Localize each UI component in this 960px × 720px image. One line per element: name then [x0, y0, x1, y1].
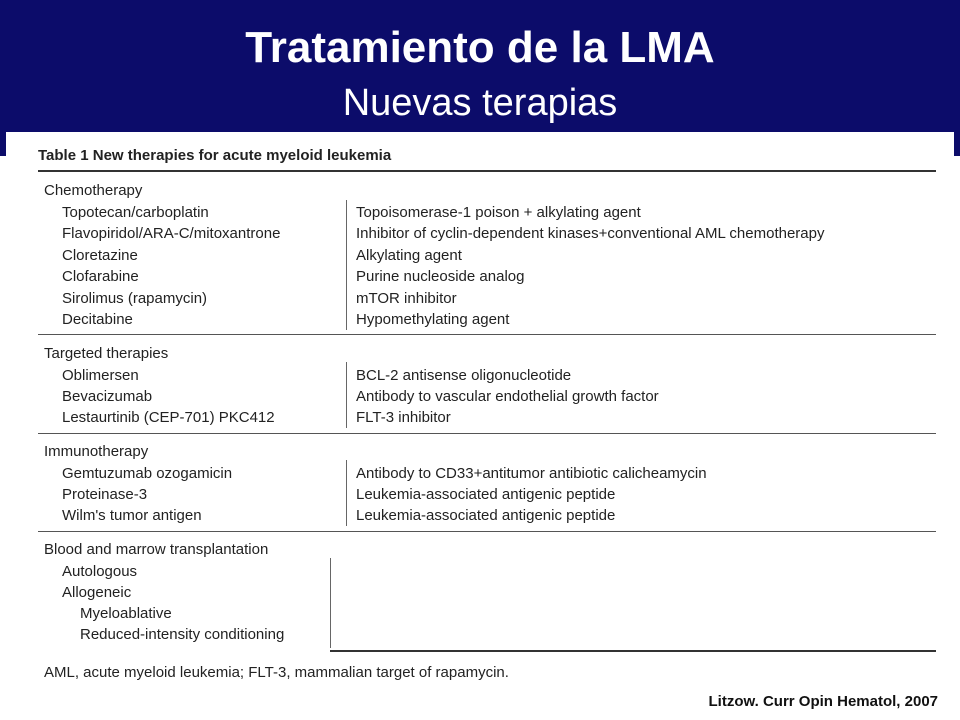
slide-subtitle: Nuevas terapias [342, 82, 618, 124]
group-heading [0, 343, 960, 364]
mechanism-cell: Hypomethylating agent [356, 311, 510, 328]
mechanism-cell: Leukemia-associated antigenic peptide [356, 507, 616, 524]
table-row [0, 505, 960, 526]
group-heading-immunotherapy: Immunotherapy [44, 443, 149, 460]
table-row [0, 365, 960, 386]
table-row [0, 603, 960, 624]
table-row [0, 245, 960, 266]
mechanism-cell: Leukemia-associated antigenic peptide [356, 486, 616, 503]
table-row [0, 624, 960, 645]
citation: Litzow. Curr Opin Hematol, 2007 [708, 693, 938, 710]
group-heading-transplantation: Blood and marrow transplantation [44, 541, 269, 558]
agent-cell: Oblimersen [62, 367, 139, 384]
agent-cell: Topotecan/carboplatin [62, 204, 209, 221]
mechanism-cell: Inhibitor of cyclin-dependent kinases+conventional AML chemotherapy [356, 225, 825, 242]
table-row [0, 266, 960, 287]
table-row [0, 386, 960, 407]
slide-title: Tratamiento de la LMA [245, 23, 715, 72]
group-heading-chemotherapy: Chemotherapy [44, 182, 143, 199]
agent-cell: Clofarabine [62, 268, 139, 285]
mechanism-cell: Alkylating agent [356, 247, 462, 264]
column-separator [346, 460, 347, 526]
table-row [0, 223, 960, 244]
bottom-rule [330, 650, 936, 652]
group-divider [38, 433, 936, 434]
group-heading [0, 441, 960, 462]
top-rule [38, 170, 936, 172]
agent-cell: Cloretazine [62, 247, 138, 264]
mechanism-cell: FLT-3 inhibitor [356, 409, 451, 426]
agent-cell: Decitabine [62, 311, 133, 328]
table-row [0, 484, 960, 505]
agent-cell: Sirolimus (rapamycin) [62, 290, 208, 307]
table-row [0, 561, 960, 582]
mechanism-cell: mTOR inhibitor [356, 290, 457, 307]
column-separator [346, 200, 347, 330]
mechanism-cell: Topoisomerase-1 poison + alkylating agent [356, 204, 641, 221]
agent-cell: Autologous [62, 563, 138, 580]
group-divider [38, 531, 936, 532]
table-row [0, 202, 960, 223]
table-footnote: AML, acute myeloid leukemia; FLT-3, mammalian target of rapamycin. [44, 664, 509, 681]
agent-cell: Allogeneic [62, 584, 132, 601]
column-separator [346, 362, 347, 428]
table-row [0, 463, 960, 484]
group-divider [38, 334, 936, 335]
group-heading-targeted: Targeted therapies [44, 345, 169, 362]
agent-cell: Myeloablative [80, 605, 172, 622]
mechanism-cell: Antibody to vascular endothelial growth factor [356, 388, 659, 405]
table-row [0, 288, 960, 309]
mechanism-cell: BCL-2 antisense oligonucleotide [356, 367, 572, 384]
mechanism-cell: Antibody to CD33+antitumor antibiotic calicheamycin [356, 465, 707, 482]
agent-cell: Reduced-intensity conditioning [80, 626, 285, 643]
group-heading [0, 539, 960, 560]
column-separator [330, 558, 331, 648]
agent-cell: Lestaurtinib (CEP-701) PKC412 [62, 409, 275, 426]
table-caption: Table 1 New therapies for acute myeloid leukemia [38, 147, 392, 164]
agent-cell: Wilm's tumor antigen [62, 507, 202, 524]
mechanism-cell: Purine nucleoside analog [356, 268, 525, 285]
table-row [0, 407, 960, 428]
agent-cell: Bevacizumab [62, 388, 153, 405]
table-row [0, 582, 960, 603]
agent-cell: Gemtuzumab ozogamicin [62, 465, 233, 482]
agent-cell: Flavopiridol/ARA-C/mitoxantrone [62, 225, 281, 242]
table-row [0, 309, 960, 330]
agent-cell: Proteinase-3 [62, 486, 148, 503]
group-heading [0, 180, 960, 201]
